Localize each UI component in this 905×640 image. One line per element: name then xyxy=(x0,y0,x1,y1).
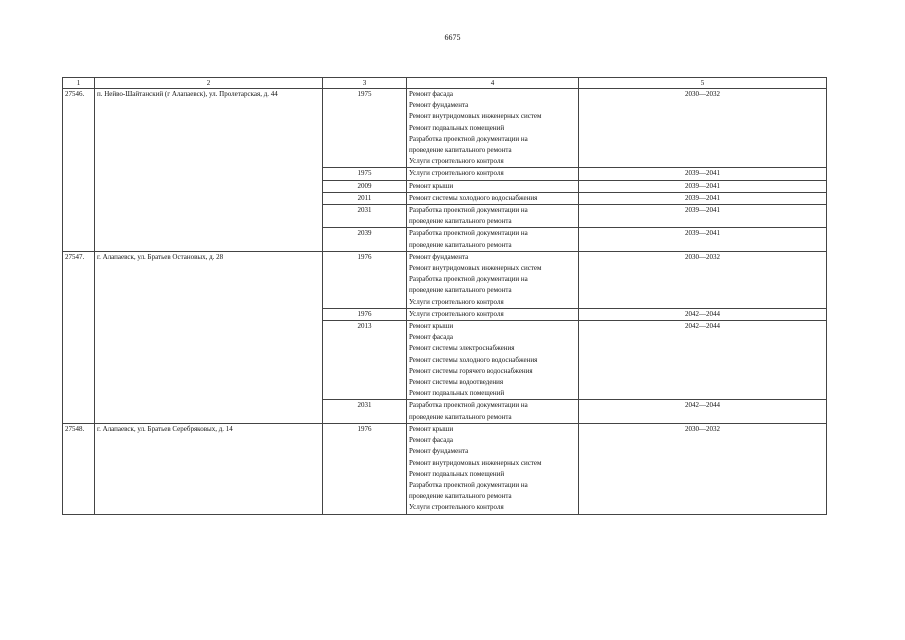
period-cell: 2030—2032 xyxy=(579,251,827,308)
column-header: 5 xyxy=(579,78,827,89)
work-item: Ремонт внутридомовых инженерных систем xyxy=(409,458,542,467)
work-item: Ремонт системы холодного водоснабжения xyxy=(409,193,538,202)
work-item: Ремонт фундамента xyxy=(409,252,469,261)
work-item: проведение капитального ремонта xyxy=(409,492,512,501)
table-row xyxy=(63,89,827,168)
work-item: Ремонт фасада xyxy=(409,90,454,98)
work-item: Ремонт подвальных помещений xyxy=(409,469,505,478)
work-item: Услуги строительного контроля xyxy=(409,503,504,512)
year-cell: 1976 xyxy=(323,308,407,320)
year-cell: 1976 xyxy=(323,423,407,514)
year-cell: 2009 xyxy=(323,180,407,192)
year-cell: 2031 xyxy=(323,400,407,423)
work-item: Ремонт крыши xyxy=(409,424,454,433)
work-item: проведение капитального ремонта xyxy=(409,146,512,155)
period-cell: 2030—2032 xyxy=(579,89,827,168)
period-cell: 2039—2041 xyxy=(579,205,827,228)
building-number: 27548. xyxy=(63,423,95,514)
work-item: Ремонт подвальных помещений xyxy=(409,389,505,398)
work-item: Разработка проектной документации на xyxy=(409,275,528,284)
year-cell: 2013 xyxy=(323,321,407,400)
work-item: Ремонт крыши xyxy=(409,181,454,190)
table-body xyxy=(63,89,827,515)
work-item: Разработка проектной документации на xyxy=(409,206,528,215)
year-cell: 1976 xyxy=(323,251,407,308)
works-cell xyxy=(407,228,579,251)
work-item: проведение капитального ремонта xyxy=(409,286,512,295)
year-cell: 1975 xyxy=(323,89,407,168)
work-item: Ремонт фасада xyxy=(409,436,454,445)
work-item: Ремонт фасада xyxy=(409,333,454,342)
year-cell: 2039 xyxy=(323,228,407,251)
work-item: Разработка проектной документации на xyxy=(409,401,528,410)
work-item: Ремонт фундамента xyxy=(409,447,469,456)
work-item: Ремонт крыши xyxy=(409,322,454,331)
works-cell xyxy=(407,423,579,514)
works-cell xyxy=(407,168,579,180)
work-item: Ремонт фундамента xyxy=(409,101,469,110)
work-item: Разработка проектной документации на xyxy=(409,229,528,238)
works-cell xyxy=(407,89,579,168)
year-cell: 1975 xyxy=(323,168,407,180)
works-cell xyxy=(407,321,579,400)
table-row xyxy=(63,423,827,514)
work-item: Услуги строительного контроля xyxy=(409,169,504,178)
building-number: 27547. xyxy=(63,251,95,423)
column-header: 2 xyxy=(95,78,323,89)
work-item: Ремонт системы холодного водоснабжения xyxy=(409,355,538,364)
period-cell: 2030—2032 xyxy=(579,423,827,514)
column-header: 1 xyxy=(63,78,95,89)
work-item: Ремонт внутридомовых инженерных систем xyxy=(409,264,542,273)
column-number-row xyxy=(63,78,827,89)
work-item: Ремонт системы водоотведения xyxy=(409,378,504,387)
work-item: Услуги строительного контроля xyxy=(409,157,504,166)
period-cell: 2039—2041 xyxy=(579,228,827,251)
building-address: г. Алапаевск, ул. Братьев Остановых, д. 28 xyxy=(95,251,323,423)
building-address: п. Нейво-Шайтанский (г Алапаевск), ул. Пролетарская, д. 44 xyxy=(95,89,323,252)
building-number: 27546. xyxy=(63,89,95,252)
work-item: Разработка проектной документации на xyxy=(409,134,528,143)
year-cell: 2011 xyxy=(323,192,407,204)
work-item: проведение капитального ремонта xyxy=(409,412,512,421)
work-item: Разработка проектной документации на xyxy=(409,480,528,489)
column-header: 3 xyxy=(323,78,407,89)
work-item: Услуги строительного контроля xyxy=(409,309,504,318)
works-cell xyxy=(407,205,579,228)
works-cell xyxy=(407,308,579,320)
work-item: Ремонт подвальных помещений xyxy=(409,123,505,132)
table-row xyxy=(63,251,827,308)
work-item: Услуги строительного контроля xyxy=(409,297,504,306)
period-cell: 2042—2044 xyxy=(579,308,827,320)
column-header: 4 xyxy=(407,78,579,89)
works-cell xyxy=(407,251,579,308)
work-item: Ремонт системы электроснабжения xyxy=(409,344,515,353)
period-cell: 2039—2041 xyxy=(579,180,827,192)
work-item: проведение капитального ремонта xyxy=(409,217,512,226)
period-cell: 2042—2044 xyxy=(579,321,827,400)
repair-schedule-table xyxy=(62,77,827,515)
period-cell: 2042—2044 xyxy=(579,400,827,423)
work-item: Ремонт внутридомовых инженерных систем xyxy=(409,112,542,121)
works-cell xyxy=(407,180,579,192)
work-item: проведение капитального ремонта xyxy=(409,240,512,249)
period-cell: 2039—2041 xyxy=(579,168,827,180)
work-item: Ремонт системы горячего водоснабжения xyxy=(409,366,533,375)
page-number: 6675 xyxy=(444,33,461,42)
building-address: г. Алапаевск, ул. Братьев Серебряковых, д. 14 xyxy=(95,423,323,514)
year-cell: 2031 xyxy=(323,205,407,228)
works-cell xyxy=(407,192,579,204)
period-cell: 2039—2041 xyxy=(579,192,827,204)
works-cell xyxy=(407,400,579,423)
